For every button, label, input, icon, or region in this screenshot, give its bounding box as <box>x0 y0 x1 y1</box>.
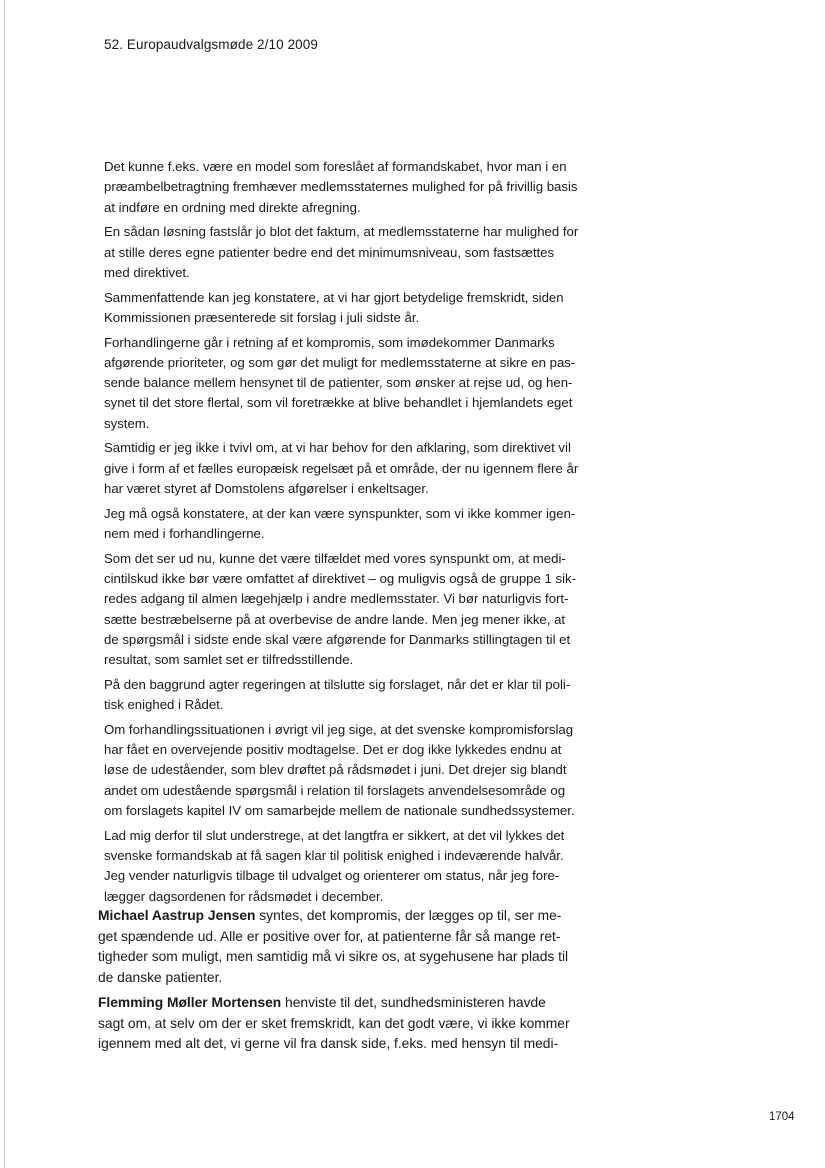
paragraph <box>104 504 589 545</box>
paragraph <box>104 333 589 434</box>
text-line: henviste til det, sundhedsministeren havde <box>281 995 546 1010</box>
text-line: resultat, som samlet set er tilfredsstillende. <box>104 652 354 668</box>
text-line: har fået en overvejende positiv modtagelse. Det er dog ikke lykkedes endnu at <box>104 742 562 758</box>
paragraph <box>104 549 589 671</box>
text-line: Jeg vender naturligvis tilbage til udvalget og orienterer om status, når jeg fore- <box>104 868 560 884</box>
paragraph <box>104 438 589 499</box>
text-line: at stille deres egne patienter bedre end det minimumsniveau, som fastsættes <box>104 244 555 260</box>
text-line: tisk enighed i Rådet. <box>104 697 224 713</box>
text-line: Kommissionen præsenterede sit forslag i juli sidste år. <box>104 309 420 325</box>
text-line: de spørgsmål i sidste ende skal være afgørende for Danmarks stillingtagen til et <box>104 631 571 647</box>
text-line: de danske patienter. <box>98 969 223 985</box>
text-line: om forslagets kapitel IV om samarbejde mellem de nationale sundhedssystemer. <box>104 803 575 819</box>
text-line: cintilskud ikke bør være omfattet af direktivet – og muligvis også de gruppe 1 sik- <box>104 570 577 586</box>
text-line: give i form af et fælles europæisk regelsæt på et område, der nu igennem flere år <box>104 460 579 476</box>
speaker-paragraph <box>98 906 583 988</box>
text-line: Sammenfattende kan jeg konstatere, at vi har gjort betydelige fremskridt, siden <box>104 289 564 305</box>
text-line: Lad mig derfor til slut understrege, at det langtfra er sikkert, at det vil lykkes det <box>104 827 565 843</box>
paragraph <box>104 826 589 907</box>
text-line: Det kunne f.eks. være en model som foreslået af formandskabet, hvor man i en <box>104 159 567 174</box>
minister-statement <box>104 157 589 911</box>
text-line: redes adgang til almen lægehjælp i andre medlemsstater. Vi bør naturligvis fort- <box>104 591 569 607</box>
text-line: at indføre en ordning med direkte afregning. <box>104 199 361 215</box>
text-line: Jeg må også konstatere, at der kan være synspunkter, som vi ikke kommer igen- <box>104 505 576 521</box>
paragraph <box>104 157 589 218</box>
text-line: synet til det store flertal, som vil foretrække at blive behandlet i hjemlandets eget <box>104 395 573 411</box>
text-line: Samtidig er jeg ikke i tvivl om, at vi har behov for den afklaring, som direktivet vil <box>104 440 571 456</box>
text-line: Som det ser ud nu, kunne det være tilfældet med vores synspunkt om, at medi- <box>104 550 566 566</box>
speaker-statements <box>98 906 583 1060</box>
page-number: 1704 <box>769 1111 795 1123</box>
text-line: med direktivet. <box>104 264 190 280</box>
scan-edge-line <box>4 0 5 1168</box>
speaker-paragraph <box>98 993 583 1055</box>
paragraph <box>104 720 589 821</box>
speaker-name: Flemming Møller Mortensen <box>98 995 282 1010</box>
text-line: system. <box>104 415 150 431</box>
paragraph <box>104 222 589 283</box>
paragraph <box>104 288 589 329</box>
page-header: 52. Europaudvalgsmøde 2/10 2009 <box>104 37 318 52</box>
text-line: har været styret af Domstolens afgørelser i enkeltsager. <box>104 481 429 497</box>
text-line: lægger dagsordenen for rådsmødet i december. <box>104 888 384 904</box>
text-line: Forhandlingerne går i retning af et kompromis, som imødekommer Danmarks <box>104 334 555 350</box>
text-line: sætte bestræbelserne på at overbevise de andre lande. Men jeg mener ikke, at <box>104 611 566 627</box>
text-line: Om forhandlingssituationen i øvrigt vil jeg sige, at det svenske kompromisforslag <box>104 721 574 737</box>
text-line: afgørende prioriteter, og som gør det muligt for medlemsstaterne at sikre en pas- <box>104 354 576 370</box>
text-line: løse de udeståender, som blev drøftet på rådsmødet i juni. Det drejer sig blandt <box>104 762 567 778</box>
text-line: En sådan løsning fastslår jo blot det faktum, at medlemsstaterne har mulighed for <box>104 224 579 240</box>
text-line: sende balance mellem hensynet til de patienter, som ønsker at rejse ud, og hen- <box>104 375 573 391</box>
speaker-name: Michael Aastrup Jensen <box>98 908 256 923</box>
text-line: andet om udestående spørgsmål i relation til forslagets anvendelsesområde og <box>104 782 566 798</box>
paragraph <box>104 675 589 716</box>
text-line: svenske formandskab at få sagen klar til politisk enighed i indeværende halvår. <box>104 848 564 864</box>
text-line: tigheder som muligt, men samtidig må vi sikre os, at sygehusene har plads til <box>98 949 569 964</box>
text-line: præambelbetragtning fremhæver medlemsstaternes mulighed for på frivillig basis <box>104 179 578 195</box>
text-line: syntes, det kompromis, der lægges op til, ser me- <box>255 908 562 923</box>
text-line: sagt om, at selv om der er sket fremskridt, kan det godt være, vi ikke kommer <box>98 1015 570 1031</box>
text-line: nem med i forhandlingerne. <box>104 526 265 541</box>
text-line: get spændende ud. Alle er positive over for, at patienterne får så mange ret- <box>98 928 561 944</box>
text-line: På den baggrund agter regeringen at tilslutte sig forslaget, når det er klar til poli- <box>104 676 571 692</box>
text-line: igennem med alt det, vi gerne vil fra dansk side, f.eks. med hensyn til medi- <box>98 1036 559 1051</box>
